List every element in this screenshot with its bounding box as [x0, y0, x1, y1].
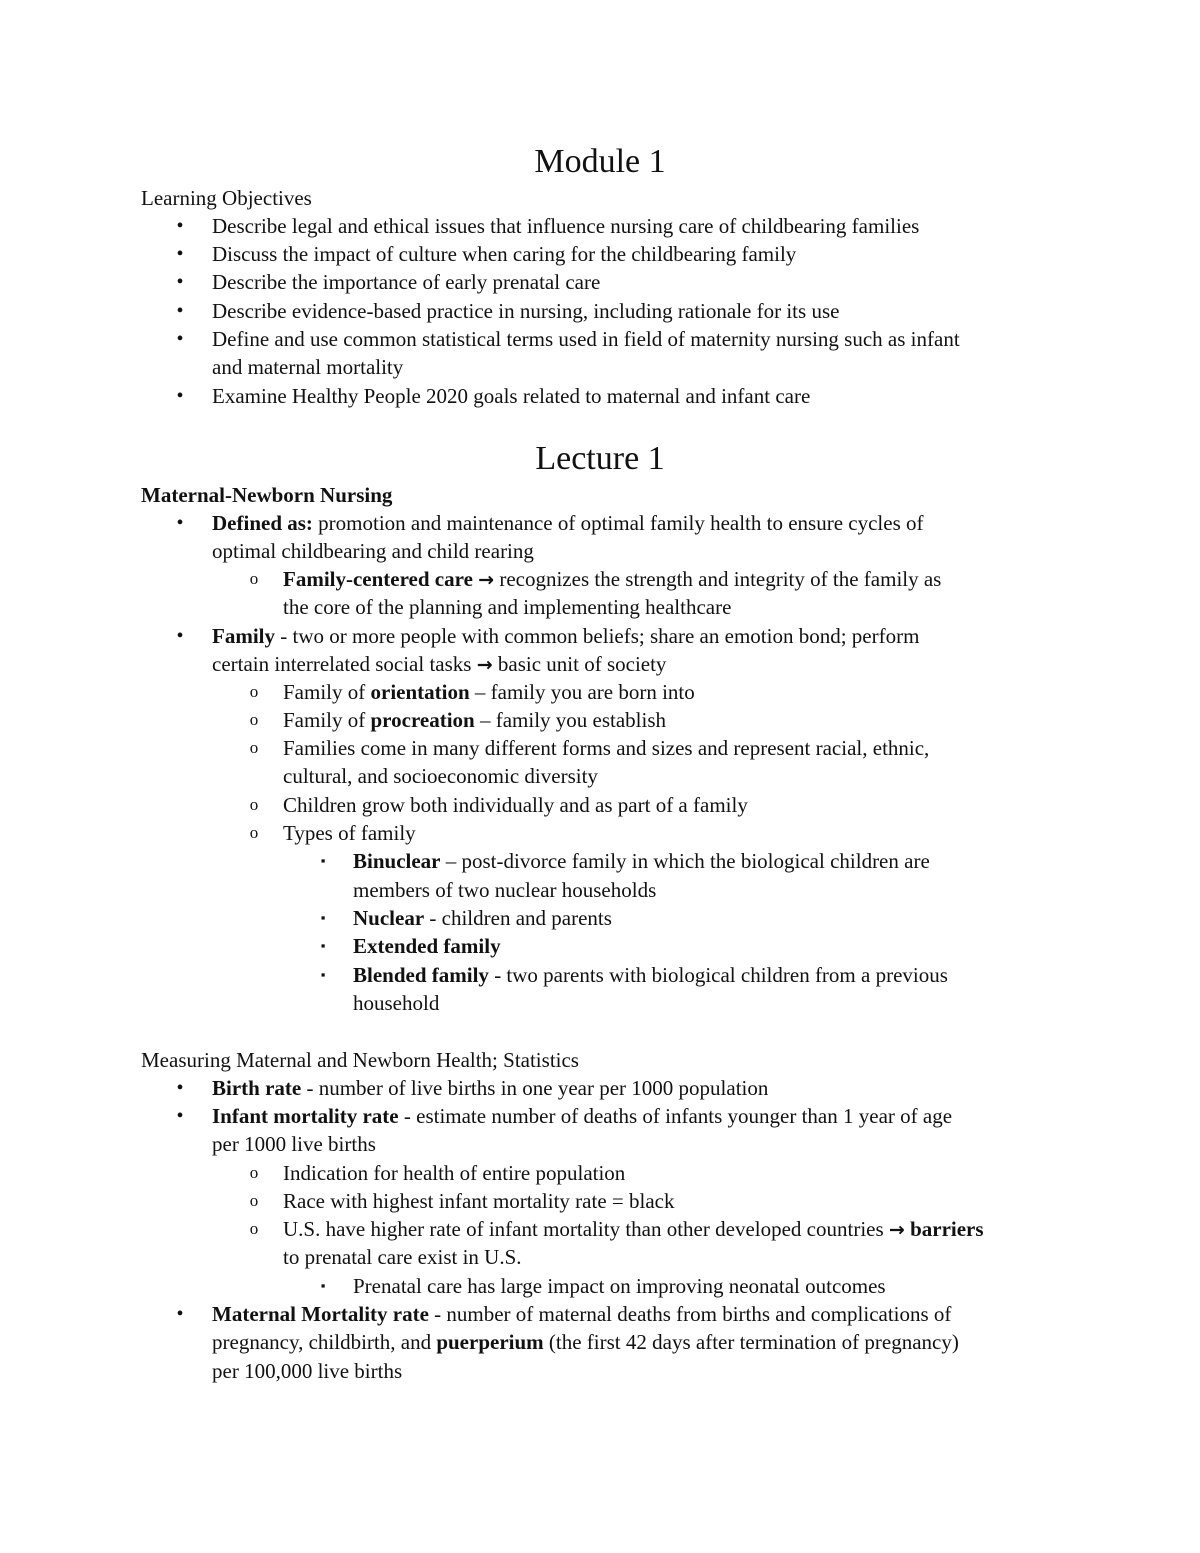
circle-bullet-icon: o: [249, 738, 259, 757]
term-label: Family: [212, 624, 275, 648]
term-label: Blended family: [353, 963, 489, 987]
section-heading: Maternal-Newborn Nursing: [141, 483, 393, 507]
circle-bullet-icon: o: [249, 710, 259, 729]
list-item: [283, 678, 695, 706]
circle-bullet-icon: o: [249, 682, 259, 701]
term-text: - estimate number of deaths of infants younger than 1 year of age: [398, 1104, 953, 1128]
learning-objectives-heading: Learning Objectives: [141, 186, 312, 210]
square-bullet-icon: ▪: [320, 910, 326, 925]
bullet-icon: •: [176, 1105, 184, 1127]
list-item-continued: [212, 1328, 959, 1356]
bullet-icon: •: [176, 271, 184, 293]
term-text: - children and parents: [424, 906, 612, 930]
list-item: [212, 509, 923, 537]
term-text: (the first 42 days after termination of pregnancy): [543, 1330, 959, 1354]
list-item: Prenatal care has large impact on improving neonatal outcomes: [353, 1274, 886, 1298]
list-item: Families come in many different forms and sizes and represent racial, ethnic,: [283, 736, 930, 760]
term-text: Family of: [283, 680, 371, 704]
list-item: [283, 706, 666, 734]
list-item: [353, 961, 948, 989]
circle-bullet-icon: o: [249, 795, 259, 814]
term-text: U.S. have higher rate of infant mortality than other developed countries: [283, 1217, 889, 1241]
objective-item: Describe legal and ethical issues that influence nursing care of childbearing families: [212, 214, 920, 238]
list-item: Types of family: [283, 821, 416, 845]
bullet-icon: •: [176, 1077, 184, 1099]
list-item-continued: [212, 650, 666, 678]
right-arrow-icon: →: [888, 1219, 905, 1241]
objective-item: Describe the importance of early prenatal care: [212, 270, 601, 294]
bullet-icon: •: [176, 300, 184, 322]
list-item-continued: cultural, and socioeconomic diversity: [283, 764, 598, 788]
list-item-continued: to prenatal care exist in U.S.: [283, 1245, 522, 1269]
term-text: - two parents with biological children from a previous: [488, 963, 948, 987]
bullet-icon: •: [176, 243, 184, 265]
square-bullet-icon: ▪: [320, 1278, 326, 1293]
list-item: [353, 904, 612, 932]
term-text: – post-divorce family in which the biological children are: [440, 849, 930, 873]
term-label: Binuclear: [353, 849, 441, 873]
circle-bullet-icon: o: [249, 1219, 259, 1238]
term-text: recognizes the strength and integrity of the family as: [494, 567, 942, 591]
term-text: promotion and maintenance of optimal family health to ensure cycles of: [312, 511, 924, 535]
right-arrow-icon: →: [478, 569, 495, 591]
list-item: [212, 1074, 768, 1102]
term-text: pregnancy, childbirth, and: [212, 1330, 437, 1354]
list-item-continued: per 100,000 live births: [212, 1359, 403, 1383]
right-arrow-icon: →: [476, 654, 493, 676]
circle-bullet-icon: o: [249, 1191, 259, 1210]
term-text: - number of live births in one year per 1000 population: [301, 1076, 769, 1100]
term-label: Family-centered care: [283, 567, 473, 591]
list-item-continued: household: [353, 991, 440, 1015]
list-item: [283, 1215, 984, 1243]
list-item-continued: optimal childbearing and child rearing: [212, 539, 534, 563]
list-item: Children grow both individually and as part of a family: [283, 793, 748, 817]
list-item: Indication for health of entire population: [283, 1161, 626, 1185]
list-item: [212, 1300, 951, 1328]
lecture-title: Lecture 1: [535, 440, 665, 477]
list-item: [212, 1102, 952, 1130]
list-item: [283, 565, 941, 593]
term-label: Defined as:: [212, 511, 313, 535]
term-text: - number of maternal deaths from births and complications of: [428, 1302, 952, 1326]
bullet-icon: •: [176, 215, 184, 237]
bullet-icon: •: [176, 512, 184, 534]
term-text: – family you establish: [474, 708, 667, 732]
square-bullet-icon: ▪: [320, 853, 326, 868]
bullet-icon: •: [176, 328, 184, 350]
list-item-continued: the core of the planning and implementing healthcare: [283, 595, 732, 619]
list-item: [353, 847, 930, 875]
circle-bullet-icon: o: [249, 1163, 259, 1182]
bullet-icon: •: [176, 625, 184, 647]
term-label: Nuclear: [353, 906, 425, 930]
term-label: barriers: [904, 1217, 984, 1241]
list-item: Race with highest infant mortality rate = black: [283, 1189, 675, 1213]
circle-bullet-icon: o: [249, 569, 259, 588]
square-bullet-icon: ▪: [320, 938, 326, 953]
term-label: Infant mortality rate: [212, 1104, 399, 1128]
circle-bullet-icon: o: [249, 823, 259, 842]
list-item: Extended family: [353, 934, 501, 958]
objective-item: Describe evidence-based practice in nursing, including rationale for its use: [212, 299, 840, 323]
list-item-continued: members of two nuclear households: [353, 878, 657, 902]
objective-item: Discuss the impact of culture when caring for the childbearing family: [212, 242, 797, 266]
term-text: basic unit of society: [492, 652, 667, 676]
term-text: - two or more people with common beliefs; share an emotion bond; perform: [275, 624, 920, 648]
module-title: Module 1: [534, 143, 666, 180]
term-label: orientation: [370, 680, 470, 704]
bullet-icon: •: [176, 1303, 184, 1325]
list-item: [212, 622, 919, 650]
bullet-icon: •: [176, 385, 184, 407]
term-text: certain interrelated social tasks: [212, 652, 477, 676]
objective-item-continued: and maternal mortality: [212, 355, 404, 379]
list-item-continued: per 1000 live births: [212, 1132, 376, 1156]
term-text: – family you are born into: [469, 680, 695, 704]
square-bullet-icon: ▪: [320, 967, 326, 982]
term-text: Family of: [283, 708, 371, 732]
term-label: Maternal Mortality rate: [212, 1302, 429, 1326]
section-heading: Measuring Maternal and Newborn Health; Statistics: [141, 1048, 579, 1072]
term-label: Birth rate: [212, 1076, 302, 1100]
term-label: procreation: [370, 708, 475, 732]
term-label: puerperium: [436, 1330, 544, 1354]
objective-item: Define and use common statistical terms used in field of maternity nursing such as infant: [212, 327, 960, 351]
objective-item: Examine Healthy People 2020 goals related to maternal and infant care: [212, 384, 811, 408]
